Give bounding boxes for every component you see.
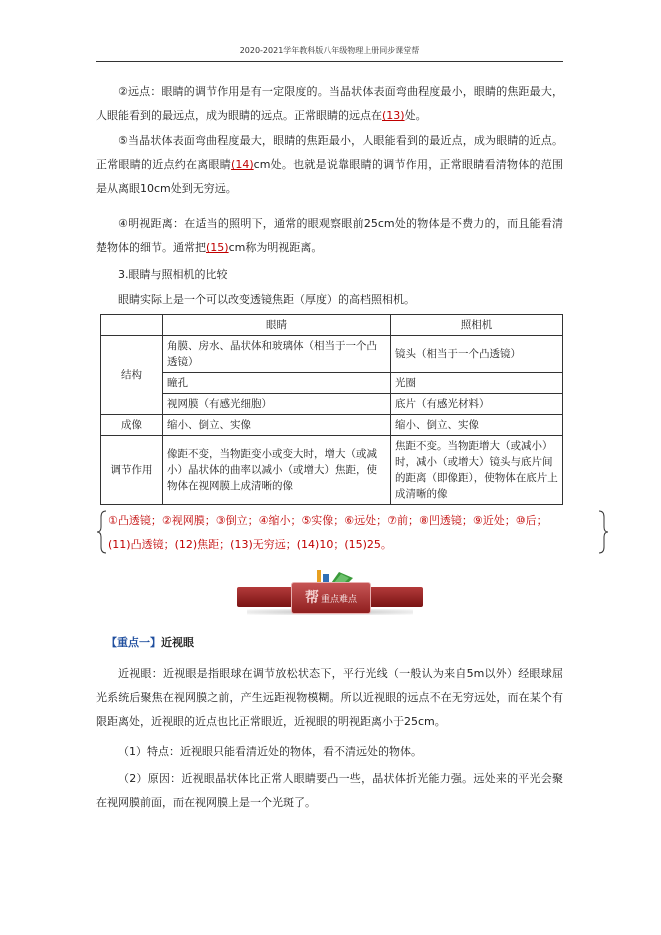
camera-adjust-cell: 焦距不变。当物距增大（或减小）时，减小（或增大）镜头与底片间的距离（即像距），使物体在底片上成清晰的像 <box>391 436 563 505</box>
eye-camera-table <box>100 314 563 505</box>
camera-lens-cell: 镜头（相当于一个凸透镜） <box>391 336 563 373</box>
myopia-cause: （2）原因：近视眼晶状体比正常人眼睛要凸一些，晶状体折光能力强。远处来的平光会聚在视网膜前面，而在视网膜上是一个光斑了。 <box>96 772 563 809</box>
camera-aperture-cell: 光圈 <box>391 373 563 394</box>
table-header-row <box>101 315 563 336</box>
near-point-text: ⑤当晶状体表面弯曲程度最大，眼睛的焦距最小，人眼能看到的最近点，成为眼睛的近点。正常眼睛的近点约在离眼睛 <box>96 134 563 171</box>
answer-text <box>108 509 598 557</box>
compare-intro: 眼睛实际上是一个可以改变透镜焦距（厚度）的高档照相机。 <box>118 293 415 306</box>
answer-box <box>96 509 611 555</box>
myopia-definition: 近视眼：近视眼是指眼球在调节放松状态下，平行光线（一般认为来自5m以外）经眼球屈光系统后聚焦在视网膜之前，产生远距视物模糊。所以近视眼的远点不在无穷远处，而在某个有限距离处，近视眼的近点也比正常眼近，近视眼的明视距离小于25cm。 <box>96 667 563 728</box>
clear-vision-text: ④明视距离：在适当的照明下，通常的眼观察眼前25cm处的物体是不费力的，而且能看清楚物体的细节。通常把 <box>96 217 563 254</box>
section-label: 【重点一】 <box>106 636 161 649</box>
near-point-end: cm处。也就是说靠眼睛的调节作用，正常眼睛看清物体的范围是从离眼10cm处到无穷远。 <box>96 158 563 195</box>
myopia-feature: （1）特点：近视眼只能看清近处的物体，看不清远处的物体。 <box>118 745 422 758</box>
table-corner <box>101 315 163 336</box>
clear-vision-paragraph <box>96 212 563 260</box>
answer-line-1: ①凸透镜；②视网膜；③倒立；④缩小；⑤实像；⑥远处；⑦前；⑧凹透镜；⑨近处；⑩后； <box>108 514 548 527</box>
camera-film-cell: 底片（有感光材料） <box>391 394 563 415</box>
eye-retina-cell: 视网膜（有感光细胞） <box>163 394 391 415</box>
answer-line-2: (11)凸透镜；(12)焦距；(13)无穷远；(14)10；(15)25。 <box>108 538 392 551</box>
eye-image-cell: 缩小、倒立、实像 <box>163 415 391 436</box>
table-row <box>101 436 563 505</box>
blank-15-value: (15) <box>206 241 229 254</box>
blank-13: (13) <box>382 109 405 122</box>
eye-pupil-cell: 瞳孔 <box>163 373 391 394</box>
page-header: 2020-2021学年教科版八年级物理上册同步课堂帮 <box>239 46 420 55</box>
far-point-end: 处。 <box>404 109 427 122</box>
key-points-banner <box>237 566 423 618</box>
table-row <box>101 373 563 394</box>
table-row <box>101 336 563 373</box>
banner-label-box <box>291 582 371 614</box>
section-title-text: 近视眼 <box>161 636 194 649</box>
camera-image-cell: 缩小、倒立、实像 <box>391 415 563 436</box>
banner-label: 重点难点 <box>320 595 357 605</box>
eye-adjust-cell: 像距不变，当物距变小或变大时，增大（或减小）晶状体的曲率以减小（或增大）焦距，使物体在视网膜上成清晰的像 <box>163 436 391 505</box>
row-structure: 结构 <box>101 336 163 415</box>
table-row <box>101 415 563 436</box>
near-point-paragraph <box>96 129 563 201</box>
banner-big-char: 帮 <box>304 590 319 606</box>
far-point-text: ②远点：眼睛的调节作用是有一定限度的。当晶状体表面弯曲程度最小，眼睛的焦距最大，人眼能看到的最远点，成为眼睛的远点。正常眼睛的远点在 <box>96 85 563 122</box>
section-title <box>106 634 194 650</box>
col-eye: 眼睛 <box>163 315 391 336</box>
row-adjust: 调节作用 <box>101 436 163 505</box>
table-row <box>101 394 563 415</box>
header-rule <box>96 61 563 62</box>
col-camera: 照相机 <box>391 315 563 336</box>
blank-14: (14) <box>231 158 254 171</box>
eye-lens-cell: 角膜、房水、晶状体和玻璃体（相当于一个凸透镜） <box>163 336 391 373</box>
clear-vision-end: cm称为明视距离。 <box>228 241 323 254</box>
row-imaging: 成像 <box>101 415 163 436</box>
far-point-paragraph <box>96 80 563 128</box>
compare-heading: 3.眼睛与照相机的比较 <box>118 268 228 281</box>
